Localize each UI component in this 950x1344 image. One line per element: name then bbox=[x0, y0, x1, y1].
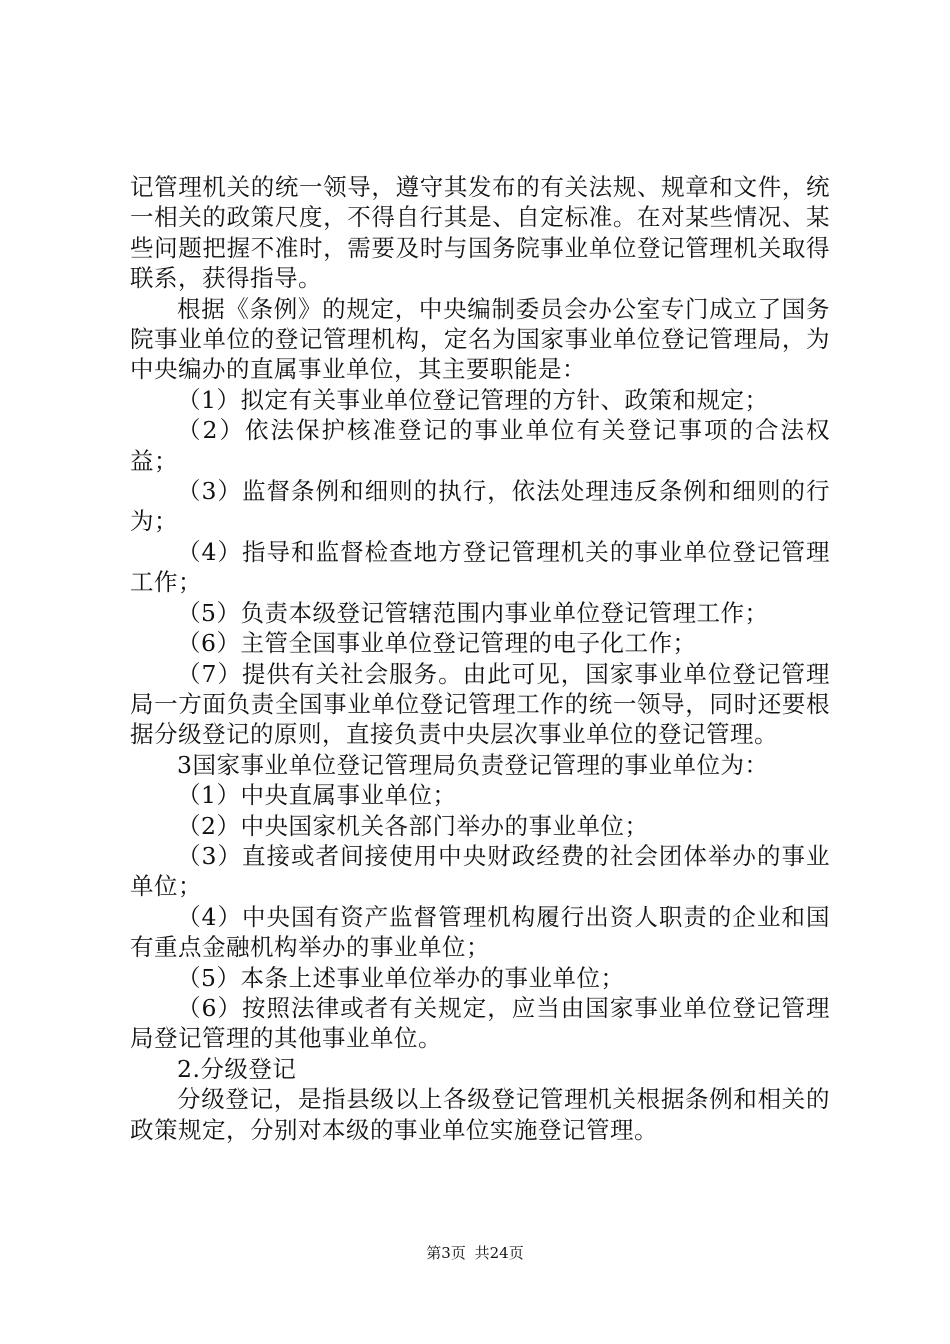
page-total: 共24页 bbox=[474, 1244, 524, 1262]
list-item: （2）依法保护核准登记的事业单位有关登记事项的合法权益； bbox=[130, 416, 830, 475]
document-body bbox=[130, 172, 830, 1145]
list-item: （6）按照法律或者有关规定，应当由国家事业单位登记管理局登记管理的其他事业单位。 bbox=[130, 993, 830, 1053]
paragraph-tiered-registration: 分级登记，是指县级以上各级登记管理机关根据条例和相关的政策规定，分别对本级的事业单位实施登记管理。 bbox=[130, 1085, 830, 1144]
list-item: （3）监督条例和细则的执行，依法处理违反条例和细则的行为； bbox=[130, 477, 830, 536]
paragraph-scope-intro: 3国家事业单位登记管理局负责登记管理的事业单位为： bbox=[177, 750, 769, 779]
page-footer bbox=[0, 1243, 950, 1263]
list-item: （2）中央国家机关各部门举办的事业单位； bbox=[177, 811, 649, 840]
list-item: （6）主管全国事业单位登记管理的电子化工作； bbox=[177, 629, 697, 658]
list-item: （4）指导和监督检查地方登记管理机关的事业单位登记管理工作； bbox=[130, 537, 830, 597]
list-item: （1）中央直属事业单位； bbox=[177, 781, 457, 810]
list-item: （1）拟定有关事业单位登记管理的方针、政策和规定； bbox=[177, 385, 769, 414]
list-item: （3）直接或者间接使用中央财政经费的社会团体举办的事业单位； bbox=[130, 841, 830, 901]
paragraph-continuation: 记管理机关的统一领导，遵守其发布的有关法规、规章和文件，统一相关的政策尺度，不得自行其是、自定标准。在对某些情况、某些问题把握不准时，需要及时与国务院事业单位登记管理机关取得联系，获得指导。 bbox=[130, 173, 830, 293]
page-number: 第3页 bbox=[426, 1244, 466, 1262]
list-item: （4）中央国有资产监督管理机构履行出资人职责的企业和国有重点金融机构举办的事业单位； bbox=[130, 902, 830, 962]
list-item: （7）提供有关社会服务。由此可见，国家事业单位登记管理局一方面负责全国事业单位登记管理工作的统一领导，同时还要根据分级登记的原则，直接负责中央层次事业单位的登记管理。 bbox=[130, 659, 830, 749]
list-item: （5）负责本级登记管辖范围内事业单位登记管理工作； bbox=[177, 598, 769, 627]
list-item: （5）本条上述事业单位举办的事业单位； bbox=[177, 963, 625, 992]
paragraph-regulation-basis: 根据《条例》的规定，中央编制委员会办公室专门成立了国务院事业单位的登记管理机构，定名为国家事业单位登记管理局，为中央编办的直属事业单位，其主要职能是： bbox=[130, 294, 830, 384]
section-heading: 2.分级登记 bbox=[177, 1054, 297, 1083]
